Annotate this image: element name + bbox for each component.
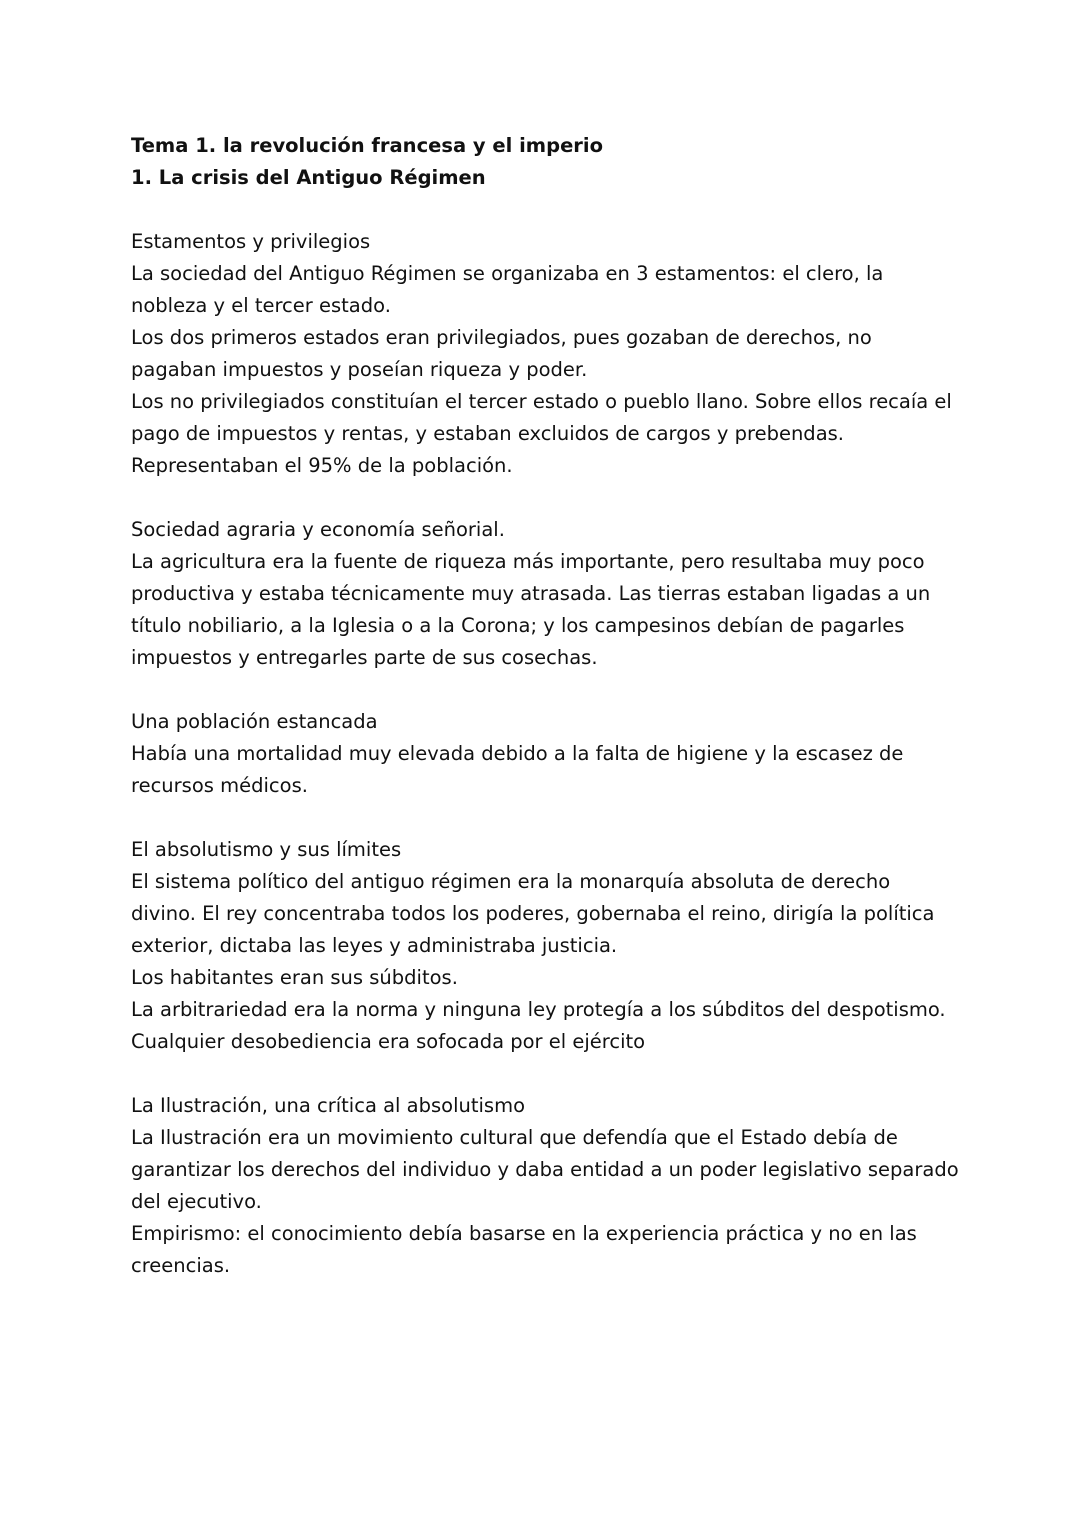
section-poblacion bbox=[131, 706, 961, 802]
document-subtitle: 1. La crisis del Antiguo Régimen bbox=[131, 166, 486, 189]
section-ilustracion bbox=[131, 1090, 961, 1282]
paragraph: Empirismo: el conocimiento debía basarse en la experiencia práctica y no en las creencias. bbox=[131, 1222, 917, 1277]
section-sociedad-agraria bbox=[131, 514, 961, 674]
paragraph: La Ilustración era un movimiento cultural que defendía que el Estado debía de garantizar los derechos del individuo y daba entidad a un poder legislativo separado del ejecutivo. bbox=[131, 1126, 959, 1213]
paragraph: Los dos primeros estados eran privilegiados, pues gozaban de derechos, no pagaban impuestos y poseían riqueza y poder. bbox=[131, 326, 872, 381]
paragraph: Los no privilegiados constituían el tercer estado o pueblo llano. Sobre ellos recaía el pago de impuestos y rentas, y estaban excluidos de cargos y prebendas. Representaban el 95% de la población. bbox=[131, 390, 952, 477]
paragraph: Cualquier desobediencia era sofocada por el ejército bbox=[131, 1030, 646, 1053]
paragraph: La arbitrariedad era la norma y ninguna ley protegía a los súbditos del despotismo. bbox=[131, 998, 946, 1021]
section-heading: El absolutismo y sus límites bbox=[131, 838, 402, 861]
section-heading: La Ilustración, una crítica al absolutismo bbox=[131, 1094, 525, 1117]
document-page bbox=[131, 130, 961, 1282]
section-estamentos bbox=[131, 226, 961, 482]
document-title: Tema 1. la revolución francesa y el imperio bbox=[131, 134, 603, 157]
section-heading: Una población estancada bbox=[131, 710, 378, 733]
paragraph: Los habitantes eran sus súbditos. bbox=[131, 966, 458, 989]
section-heading: Estamentos y privilegios bbox=[131, 230, 371, 253]
paragraph: Había una mortalidad muy elevada debido a la falta de higiene y la escasez de recursos médicos. bbox=[131, 742, 904, 797]
paragraph: La agricultura era la fuente de riqueza más importante, pero resultaba muy poco productiva y estaba técnicamente muy atrasada. Las tierras estaban ligadas a un título nobiliario, a la Iglesia o a la Corona; y los campesinos debían de pagarles impuestos y entregarles parte de sus cosechas. bbox=[131, 550, 931, 669]
paragraph: El sistema político del antiguo régimen era la monarquía absoluta de derecho divino. El rey concentraba todos los poderes, gobernaba el reino, dirigía la política exterior, dictaba las leyes y administraba justicia. bbox=[131, 870, 935, 957]
paragraph: La sociedad del Antiguo Régimen se organizaba en 3 estamentos: el clero, la nobleza y el tercer estado. bbox=[131, 262, 884, 317]
section-absolutismo bbox=[131, 834, 961, 1058]
section-heading: Sociedad agraria y economía señorial. bbox=[131, 518, 505, 541]
